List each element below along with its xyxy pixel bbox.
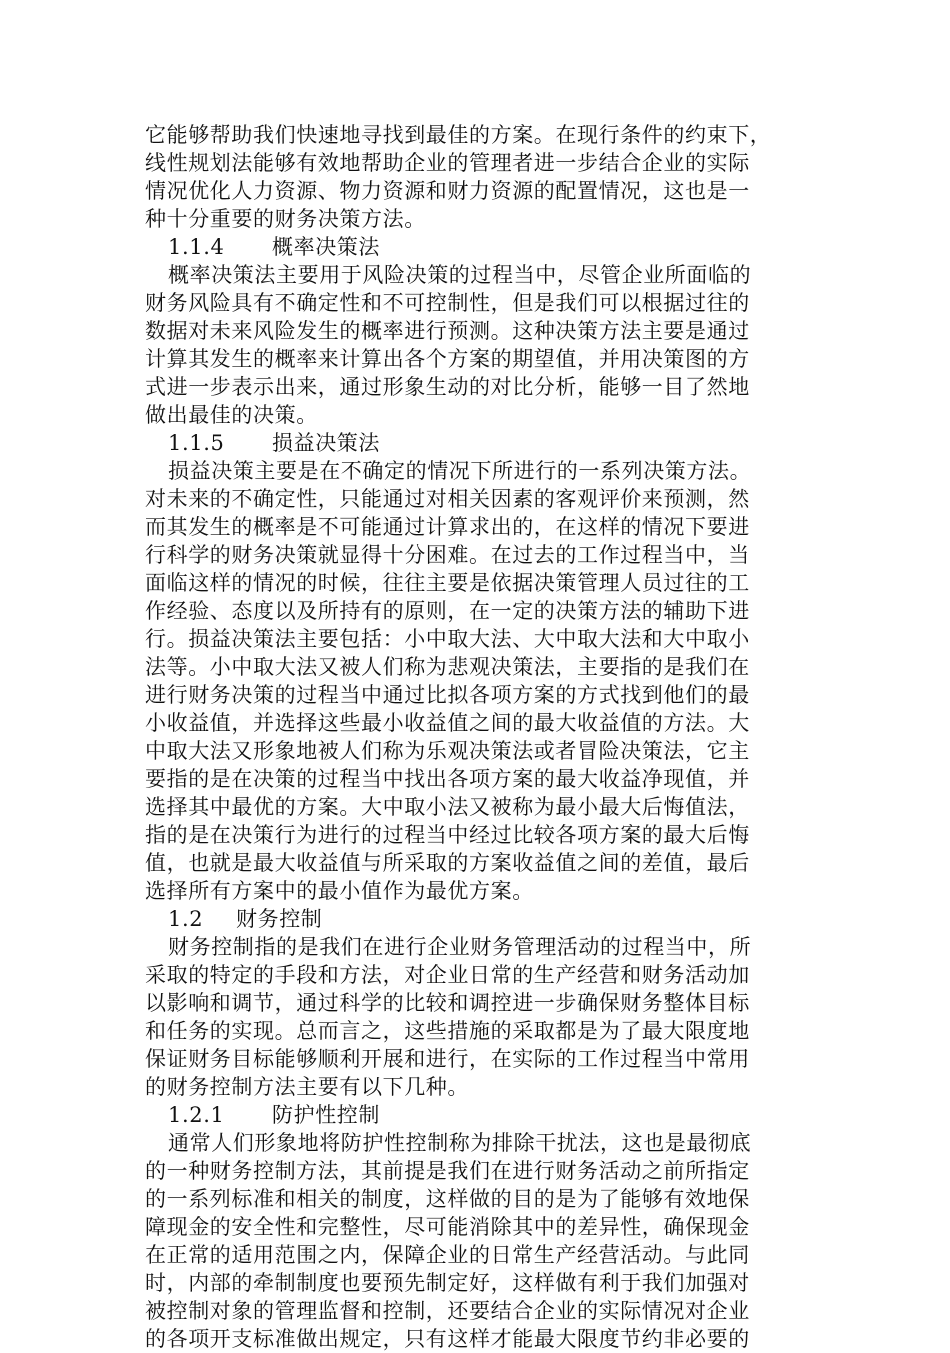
paragraph	[145, 261, 805, 429]
text-line: 选择所有方案中的最小值作为最优方案。	[145, 879, 534, 903]
text-line: 障现金的安全性和完整性，尽可能消除其中的差异性，确保现金	[145, 1215, 750, 1239]
text-line: 进行财务决策的过程当中通过比拟各项方案的方式找到他们的最	[145, 683, 750, 707]
section-heading	[145, 905, 805, 933]
document-page	[145, 121, 805, 1353]
text-line: 的各项开支标准做出规定，只有这样才能最大限度节约非必要的	[145, 1327, 750, 1351]
text-line: 线性规划法能够有效地帮助企业的管理者进一步结合企业的实际	[145, 151, 750, 175]
text-line: 指的是在决策行为进行的过程当中经过比较各项方案的最大后悔	[145, 823, 750, 847]
section-title: 防护性控制	[272, 1103, 380, 1127]
text-line: 行。损益决策法主要包括：小中取大法、大中取大法和大中取小	[145, 627, 750, 651]
text-line: 中取大法又形象地被人们称为乐观决策法或者冒险决策法，它主	[145, 739, 750, 763]
paragraph	[145, 121, 805, 233]
section-number: 1.1.4	[168, 235, 225, 259]
section-heading	[145, 233, 805, 261]
text-line: 财务风险具有不确定性和不可控制性，但是我们可以根据过往的	[145, 291, 750, 315]
text-line: 的一种财务控制方法，其前提是我们在进行财务活动之前所指定	[145, 1159, 750, 1183]
section-number: 1.2.1	[168, 1103, 225, 1127]
text-line: 它能够帮助我们快速地寻找到最佳的方案。在现行条件的约束下，	[145, 123, 772, 147]
text-line: 行科学的财务决策就显得十分困难。在过去的工作过程当中，当	[145, 543, 750, 567]
text-line: 的财务控制方法主要有以下几种。	[145, 1075, 469, 1099]
text-line: 数据对未来风险发生的概率进行预测。这种决策方法主要是通过	[145, 319, 750, 343]
text-line: 时，内部的牵制制度也要预先制定好，这样做有利于我们加强对	[145, 1271, 750, 1295]
text-line: 式进一步表示出来，通过形象生动的对比分析，能够一目了然地	[145, 375, 750, 399]
section-heading	[145, 429, 805, 457]
section-title: 概率决策法	[272, 235, 380, 259]
text-line: 计算其发生的概率来计算出各个方案的期望值，并用决策图的方	[145, 347, 750, 371]
text-line: 值，也就是最大收益值与所采取的方案收益值之间的差值，最后	[145, 851, 750, 875]
text-line: 和任务的实现。总而言之，这些措施的采取都是为了最大限度地	[145, 1019, 750, 1043]
section-heading	[145, 1101, 805, 1129]
text-line: 面临这样的情况的时候，往往主要是依据决策管理人员过往的工	[145, 571, 750, 595]
text-line: 做出最佳的决策。	[145, 403, 318, 427]
text-line: 法等。小中取大法又被人们称为悲观决策法，主要指的是我们在	[145, 655, 750, 679]
text-line: 要指的是在决策的过程当中找出各项方案的最大收益净现值，并	[145, 767, 750, 791]
text-line: 被控制对象的管理监督和控制，还要结合企业的实际情况对企业	[145, 1299, 750, 1323]
section-number: 1.2	[168, 907, 204, 931]
text-line: 损益决策主要是在不确定的情况下所进行的一系列决策方法。	[168, 459, 752, 483]
text-line: 财务控制指的是我们在进行企业财务管理活动的过程当中，所	[168, 935, 752, 959]
paragraph	[145, 933, 805, 1101]
text-line: 作经验、态度以及所持有的原则，在一定的决策方法的辅助下进	[145, 599, 750, 623]
text-line: 在正常的适用范围之内，保障企业的日常生产经营活动。与此同	[145, 1243, 750, 1267]
text-line: 种十分重要的财务决策方法。	[145, 207, 426, 231]
section-title: 损益决策法	[272, 431, 380, 455]
text-line: 小收益值，并选择这些最小收益值之间的最大收益值的方法。大	[145, 711, 750, 735]
paragraph	[145, 457, 805, 905]
text-line: 而其发生的概率是不可能通过计算求出的，在这样的情况下要进	[145, 515, 750, 539]
text-line: 选择其中最优的方案。大中取小法又被称为最小最大后悔值法，	[145, 795, 750, 819]
text-line: 采取的特定的手段和方法，对企业日常的生产经营和财务活动加	[145, 963, 750, 987]
section-title: 财务控制	[236, 907, 323, 931]
text-line: 对未来的不确定性，只能通过对相关因素的客观评价来预测，然	[145, 487, 750, 511]
text-line: 概率决策法主要用于风险决策的过程当中，尽管企业所面临的	[168, 263, 752, 287]
text-line: 以影响和调节，通过科学的比较和调控进一步确保财务整体目标	[145, 991, 750, 1015]
paragraph	[145, 1129, 805, 1353]
text-line: 情况优化人力资源、物力资源和财力资源的配置情况，这也是一	[145, 179, 750, 203]
text-line: 通常人们形象地将防护性控制称为排除干扰法，这也是最彻底	[168, 1131, 752, 1155]
text-line: 保证财务目标能够顺利开展和进行，在实际的工作过程当中常用	[145, 1047, 750, 1071]
section-number: 1.1.5	[168, 431, 225, 455]
text-line: 的一系列标准和相关的制度，这样做的目的是为了能够有效地保	[145, 1187, 750, 1211]
